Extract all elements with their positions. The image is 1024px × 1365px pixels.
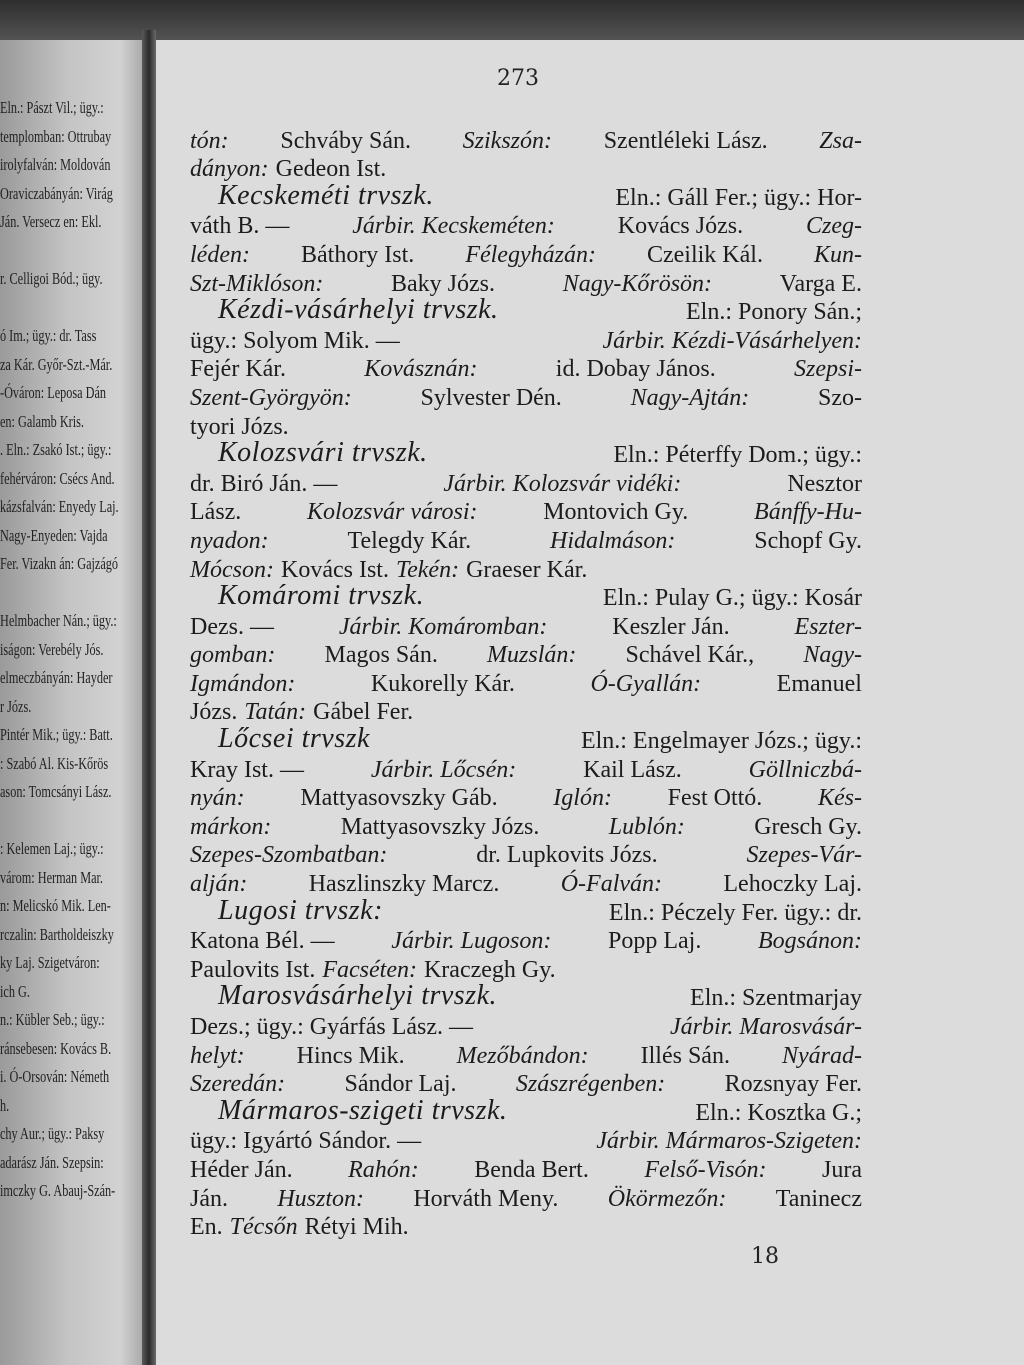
text-segment: Kray Ist. — xyxy=(190,756,304,783)
text-segment: Nesztor xyxy=(787,470,862,497)
place-name: Bogsánon: xyxy=(757,928,862,955)
left-page-fragment: Pintér Mik.; ügy.: Batt. xyxy=(0,725,113,744)
entry-heading-line xyxy=(190,179,862,212)
place-name: tón: xyxy=(190,127,229,154)
text-segment: Schopf Gy. xyxy=(754,527,862,554)
place-name: helyt: xyxy=(190,1042,245,1069)
text-segment: Eln.: Pulay G.; ügy.: Kosár xyxy=(602,585,862,612)
text-segment: Eln.: Péczely Fer. ügy.: dr. xyxy=(608,899,862,926)
place-name: Czeg- xyxy=(806,213,862,240)
left-page-fragment: ránsebesen: Kovács B. xyxy=(0,1038,112,1058)
entry-heading-line xyxy=(190,437,862,470)
text-segment: Montovich Gy. xyxy=(543,499,689,526)
text-segment: Kail Lász. xyxy=(583,756,682,783)
entry-heading-line xyxy=(190,580,862,613)
court-district-title: Komáromi trvszk. xyxy=(218,580,425,612)
text-segment: Kovács Józs. xyxy=(617,213,744,240)
place-name: Lublón: xyxy=(608,813,685,840)
left-page-fragment: n: Melicskó Mik. Len- xyxy=(0,896,111,915)
entry-heading-line xyxy=(190,980,862,1013)
left-page-fragment: Oraviczabányán: Virág xyxy=(0,183,113,203)
place-name: gomban: xyxy=(190,642,276,669)
text-line xyxy=(190,326,862,355)
court-district-title: Lugosi trvszk: xyxy=(218,894,383,926)
text-line xyxy=(190,498,862,527)
place-name: Huszton: xyxy=(277,1185,364,1212)
text-segment: id. Dobay János. xyxy=(555,356,716,383)
place-name: Bánffy-Hu- xyxy=(754,499,862,526)
text-segment: Jura xyxy=(822,1156,862,1183)
text-segment: Kovács Ist. xyxy=(280,556,389,583)
text-segment: Józs. xyxy=(190,699,238,726)
text-segment: Mattyasovszky Józs. xyxy=(340,813,540,840)
place-name: Muzslán: xyxy=(487,642,577,669)
left-page-fragment: r Józs. xyxy=(0,696,32,716)
left-page-fragment: chy Aur.; ügy.: Paksy xyxy=(0,1124,105,1143)
text-segment: Popp Laj. xyxy=(607,928,702,955)
place-name: Mócson: xyxy=(190,556,274,583)
text-segment: Fejér Kár. xyxy=(190,356,286,383)
text-line xyxy=(190,383,862,412)
place-name: Szepsi- xyxy=(794,356,862,383)
place-name: Kovásznán: xyxy=(364,356,478,383)
place-name: Felső-Visón: xyxy=(644,1156,767,1183)
place-name: Szeredán: xyxy=(190,1071,286,1098)
text-segment: Mattyasovszky Gáb. xyxy=(300,785,498,812)
left-page-fragment: : Szabó Al. Kis-Kőrös xyxy=(0,753,109,773)
text-segment: Czeilik Kál. xyxy=(646,241,763,268)
place-name: Szepes-Szombatban: xyxy=(190,842,388,869)
text-segment: Gresch Gy. xyxy=(754,813,862,840)
left-page-fragment: en: Galamb Kris. xyxy=(0,411,84,431)
place-name: Zsa- xyxy=(819,127,862,154)
text-segment: Eln.: Engelmayer Józs.; ügy.: xyxy=(580,728,862,755)
left-page xyxy=(0,40,150,1365)
text-segment: Gábel Fer. xyxy=(313,699,414,726)
place-name: Szikszón: xyxy=(462,127,553,154)
text-segment: Sándor Laj. xyxy=(344,1071,457,1098)
court-district-title: Lőcsei trvszk xyxy=(218,723,370,755)
text-segment: Eln.: Kosztka G.; xyxy=(695,1099,862,1126)
text-line xyxy=(190,355,862,384)
place-name: Szent-Györgyön: xyxy=(190,384,352,411)
text-line xyxy=(190,669,862,698)
left-page-fragment: h. xyxy=(0,1095,10,1115)
text-segment: Haszlinszky Marcz. xyxy=(308,871,500,898)
text-segment: Emanuel xyxy=(776,670,862,697)
entry-heading-line xyxy=(190,294,862,327)
place-name: márkon: xyxy=(190,813,272,840)
text-segment: dr. Lupkovits Józs. xyxy=(476,842,658,869)
text-line xyxy=(190,1155,862,1184)
left-page-fragment: imczky G. Abauj-Szán- xyxy=(0,1181,116,1200)
left-page-fragment: adarász Ján. Szepsin: xyxy=(0,1152,104,1172)
place-name: Járbir. Mármaros-Szigeten: xyxy=(596,1128,862,1155)
text-line xyxy=(190,469,862,498)
text-segment: Paulovits Ist. xyxy=(190,956,316,983)
place-name: Tekén: xyxy=(395,556,460,583)
left-page-fragment: iságon: Verebély Jós. xyxy=(0,639,104,659)
book-gutter xyxy=(142,30,156,1365)
place-name: Járbir. Lugoson: xyxy=(391,928,552,955)
left-page-fragment: ky Laj. Szigetváron: xyxy=(0,953,100,972)
place-name: Járbir. Lőcsén: xyxy=(370,756,517,783)
text-line xyxy=(190,1012,862,1041)
entry-heading-line xyxy=(190,723,862,755)
place-name: Tatán: xyxy=(244,699,307,726)
text-line xyxy=(190,927,862,956)
text-segment: ügy.: Solyom Mik. — xyxy=(190,327,400,354)
place-name: Járbir. Kolozsvár vidéki: xyxy=(443,470,682,497)
text-segment: Ján. xyxy=(190,1185,228,1212)
place-name: Nyárad- xyxy=(781,1042,862,1069)
signature-number: 18 xyxy=(751,1244,779,1269)
left-page-fragment: za Kár. Győr-Szt.-Már. xyxy=(0,354,113,374)
place-name: Igmándon: xyxy=(190,670,296,697)
entry-heading-line xyxy=(190,894,862,927)
text-segment: Szentléleki Lász. xyxy=(603,127,768,154)
text-segment: En. xyxy=(190,1214,223,1241)
text-line xyxy=(190,1184,862,1213)
left-page-fragment: Fer. Vizakn án: Gajzágó xyxy=(0,554,119,573)
place-name: Járbir. Komáromban: xyxy=(338,613,548,640)
text-segment: Horváth Meny. xyxy=(413,1185,559,1212)
place-name: Szepes-Vár- xyxy=(746,842,862,869)
text-segment: Héder Ján. xyxy=(190,1156,293,1183)
text-segment: Eln.: Szentmarjay xyxy=(690,985,862,1012)
text-line xyxy=(190,1041,862,1070)
text-segment: tyori Józs. xyxy=(190,413,289,440)
place-name: Ó-Falván: xyxy=(560,871,662,898)
text-segment: Szo- xyxy=(817,384,862,411)
left-page-fragment: i. Ó-Orsován: Németh xyxy=(0,1067,110,1086)
text-segment: Lehoczky Laj. xyxy=(723,871,862,898)
place-name: Szt-Miklóson: xyxy=(190,270,324,297)
text-segment: Báthory Ist. xyxy=(300,241,415,268)
text-line xyxy=(190,526,862,555)
place-name: Járbir. Marosvásár- xyxy=(670,1014,862,1040)
text-segment: Sylvester Dén. xyxy=(420,384,562,411)
text-segment: Benda Bert. xyxy=(474,1156,589,1183)
court-district-title: Kecskeméti trvszk. xyxy=(218,179,434,211)
left-page-fragment: Ján. Versecz en: Ekl. xyxy=(0,212,102,231)
place-name: Járbir. Kecskeméten: xyxy=(352,213,555,240)
entry-heading-line xyxy=(190,1094,862,1127)
text-segment: Hincs Mik. xyxy=(296,1042,405,1069)
court-district-title: Kézdi-vásárhelyi trvszk. xyxy=(218,294,499,326)
place-name: nyadon: xyxy=(190,527,269,554)
text-segment: ügy.: Igyártó Sándor. — xyxy=(190,1128,422,1155)
left-page-fragment: kázsfalván: Enyedy Laj. xyxy=(0,497,119,516)
text-line xyxy=(190,126,862,155)
place-name: Göllniczbá- xyxy=(748,756,862,783)
text-segment: Kukorelly Kár. xyxy=(370,670,515,697)
left-page-fragment: ó Im.; ügy.: dr. Tass xyxy=(0,326,97,345)
place-name: nyán: xyxy=(190,785,245,812)
left-page-fragment: várom: Herman Mar. xyxy=(0,867,103,887)
text-segment: Gedeon Ist. xyxy=(275,156,387,183)
text-line xyxy=(190,1213,862,1242)
place-name: Félegyházán: xyxy=(465,241,596,268)
text-segment: Eln.: Péterffy Dom.; ügy.: xyxy=(613,442,862,469)
text-segment: Schável Kár., xyxy=(625,642,755,669)
text-segment: Baky Józs. xyxy=(391,270,496,297)
text-segment: Dezs. — xyxy=(190,613,274,640)
left-page-fragment: ich G. xyxy=(0,981,30,1001)
place-name: léden: xyxy=(190,241,250,268)
place-name: Járbir. Kézdi-Vásárhelyen: xyxy=(602,327,862,354)
text-segment: Dezs.; ügy.: Gyárfás Lász. — xyxy=(190,1014,474,1040)
text-line xyxy=(190,612,862,641)
left-page-fragment: Eln.: Pászt Vil.; ügy.: xyxy=(0,98,104,117)
text-line xyxy=(190,755,862,784)
text-segment: Magos Sán. xyxy=(324,642,438,669)
court-district-title: Marosvásárhelyi trvszk. xyxy=(218,980,498,1012)
left-page-fragment: : Kelemen Laj.; ügy.: xyxy=(0,839,104,858)
text-segment: Lász. xyxy=(190,499,242,526)
left-page-fragment: Nagy-Enyeden: Vajda xyxy=(0,525,108,545)
place-name: Nagy-Ajtán: xyxy=(630,384,750,411)
text-segment: Taninecz xyxy=(775,1185,862,1212)
place-name: Kés- xyxy=(817,785,862,812)
place-name: Eszter- xyxy=(794,613,862,640)
page-body-text xyxy=(190,126,862,1241)
text-segment: Keszler Ján. xyxy=(612,613,730,640)
place-name: Kolozsvár városi: xyxy=(307,499,478,526)
place-name: Kun- xyxy=(813,241,862,268)
place-name: alján: xyxy=(190,871,248,898)
text-line xyxy=(190,240,862,269)
left-page-fragment: ason: Tomcsányi Lász. xyxy=(0,782,112,801)
text-segment: Kraczegh Gy. xyxy=(423,956,556,983)
court-district-title: Mármaros-szigeti trvszk. xyxy=(218,1094,508,1126)
text-segment: váth B. — xyxy=(190,213,290,240)
text-segment: Eln.: Ponory Sán.; xyxy=(685,299,862,326)
left-page-fragment: r. Celligoi Bód.; ügy. xyxy=(0,269,103,288)
place-name: Mezőbándon: xyxy=(456,1042,589,1069)
place-name: Técsőn xyxy=(229,1214,298,1241)
text-segment: Illés Sán. xyxy=(640,1042,730,1069)
text-line xyxy=(190,784,862,813)
text-segment: Rozsnyay Fer. xyxy=(724,1071,862,1098)
left-page-fragment: irolyfalván: Moldován xyxy=(0,155,111,174)
place-name: Rahón: xyxy=(348,1156,419,1183)
text-line xyxy=(190,812,862,841)
text-segment: dr. Biró Ján. — xyxy=(190,470,338,497)
text-line xyxy=(190,212,862,241)
text-line xyxy=(190,1127,862,1156)
text-segment: Schváby Sán. xyxy=(280,127,411,154)
text-segment: Fest Ottó. xyxy=(667,785,763,812)
left-page-fragment: rczalin: Bartholdeiszky xyxy=(0,924,114,944)
place-name: Ó-Gyallán: xyxy=(590,670,702,697)
text-segment: Eln.: Gáll Fer.; ügy.: Hor- xyxy=(615,184,862,211)
left-page-fragment: fehérváron: Csécs And. xyxy=(0,468,115,488)
place-name: Facséten: xyxy=(322,956,417,983)
text-segment: Graeser Kár. xyxy=(466,556,588,583)
left-page-fragment: -Óváron: Leposa Dán xyxy=(0,383,107,402)
place-name: Iglón: xyxy=(553,785,612,812)
left-page-fragment: . Eln.: Zsakó Ist.; ügy.: xyxy=(0,440,112,459)
place-name: Ökörmezőn: xyxy=(607,1185,727,1212)
place-name: Nagy- xyxy=(803,642,862,669)
text-segment: Rétyi Mih. xyxy=(304,1214,409,1241)
place-name: dányon: xyxy=(190,156,269,183)
left-page-fragment: n.: Kübler Seb.; ügy.: xyxy=(0,1010,105,1029)
text-segment: Katona Bél. — xyxy=(190,928,335,955)
place-name: Szászrégenben: xyxy=(515,1071,666,1098)
text-line xyxy=(190,841,862,870)
text-segment: Telegdy Kár. xyxy=(347,527,472,554)
place-name: Nagy-Kőrösön: xyxy=(562,270,713,297)
text-line xyxy=(190,641,862,670)
text-segment: Varga E. xyxy=(779,270,862,297)
page-number: 273 xyxy=(497,66,539,91)
left-page-fragment: templomban: Ottrubay xyxy=(0,126,112,146)
court-district-title: Kolozsvári trvszk. xyxy=(218,437,428,469)
place-name: Hidalmáson: xyxy=(550,527,676,554)
left-page-fragment: Helmbacher Nán.; ügy.: xyxy=(0,611,117,630)
left-page-fragment: elmeczbányán: Hayder xyxy=(0,668,113,687)
